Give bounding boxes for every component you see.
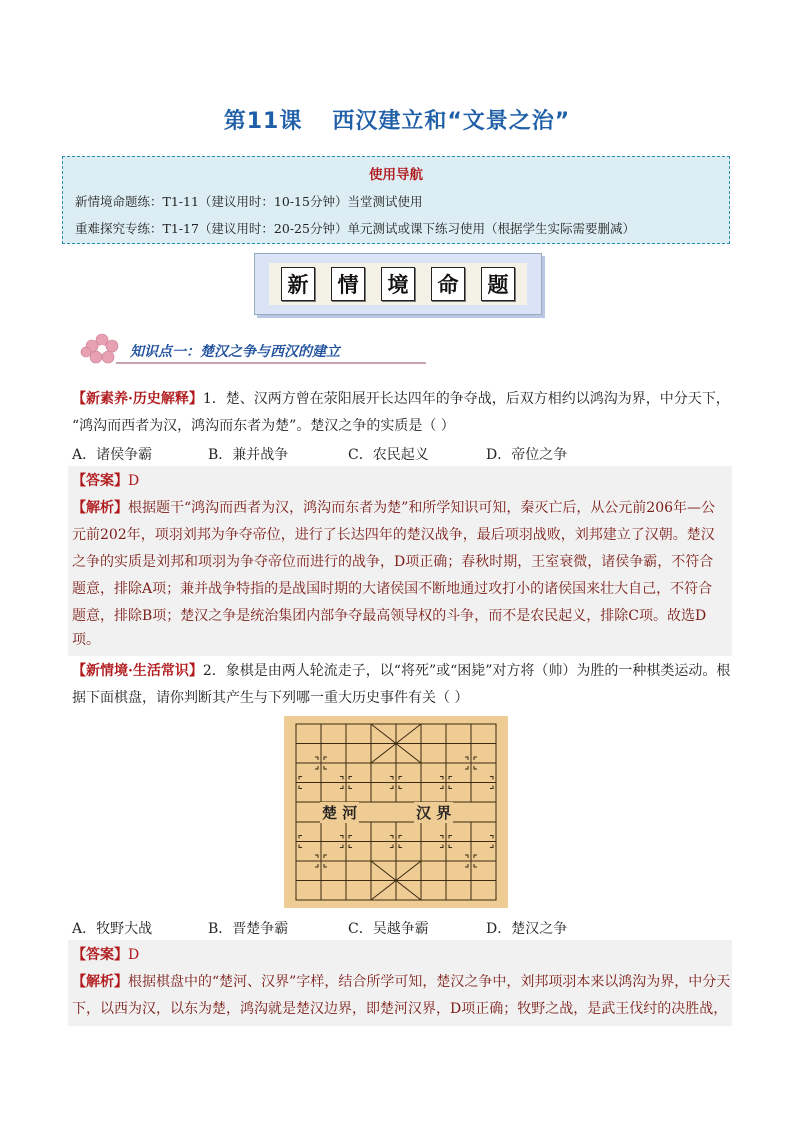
river-label-han: 汉 界: [416, 804, 452, 822]
xiangqi-board-figure: [284, 716, 508, 908]
q1-analysis-line: [72, 497, 715, 517]
page-title: [0, 104, 794, 135]
q2-option-b: B．晋楚争霸: [208, 921, 289, 937]
q1-option-d: D．帝位之争: [486, 447, 568, 463]
q1-answer-tag: 【答案】: [72, 473, 128, 489]
banner-char: 境: [381, 267, 415, 301]
q1-analysis-line: 之争的实质是刘邦和项羽为争夺帝位而进行的战争，D项正确；春秋时期，王室衰微，诸侯争霸，不符合: [72, 554, 714, 570]
q2-analysis-text: 根据棋盘中的“楚河、汉界”字样，结合所学可知，楚汉之争中，刘邦项羽本来以鸿沟为界，中分天: [128, 974, 731, 990]
question-2-text-b: 据下面棋盘，请你判断其产生与下列哪一重大历史事件有关（ ）: [72, 690, 469, 706]
q1-option-b: B．兼并战争: [208, 447, 289, 463]
usage-navigation-box: [62, 156, 730, 244]
knowledge-point-header: [76, 332, 436, 368]
river-label-chu: 楚 河: [322, 804, 358, 822]
q2-option-d: D．楚汉之争: [486, 921, 568, 937]
usage-line-difficult: 重难探究专练：T1-17（建议用时：20-25分钟）单元测试或课下练习使用（根据学生实际需要删减）: [75, 221, 635, 236]
question-1-text-a: 1．楚、汉两方曾在荥阳展开长达四年的争夺战，后双方相约以鸿沟为界，中分天下，: [202, 391, 730, 407]
q2-answer-value: D: [128, 947, 140, 963]
q2-option-c: C．吴越争霸: [348, 921, 429, 937]
q2-option-a: A．牧野大战: [72, 921, 153, 937]
section-banner: [254, 253, 542, 315]
q1-analysis-text: 根据题干“鸿沟而西者为汉，鸿沟而东者为楚”和所学知识可知，秦灭亡后，从公元前206年—公: [128, 500, 716, 516]
q1-analysis-line: 元前202年，项羽刘邦为争夺帝位，进行了长达四年的楚汉战争，最后项羽战败，刘邦建立了汉朝。楚汉: [72, 527, 715, 543]
section-banner-inner: [269, 263, 527, 305]
question-1-answer-box: [68, 466, 732, 656]
banner-char: 命: [431, 267, 465, 301]
banner-char: 题: [481, 267, 515, 301]
q2-analysis-tag: 【解析】: [72, 974, 128, 990]
knowledge-point-underline: [116, 362, 426, 364]
q1-answer-line: [72, 470, 139, 490]
question-2-tag: 【新情境·生活常识】: [72, 663, 203, 679]
question-1-stem: [72, 386, 732, 440]
knowledge-point-label: 知识点一：楚汉之争与西汉的建立: [130, 344, 340, 360]
q1-analysis-line: 题意，排除B项；楚汉之争是统治集团内部争夺最高领导权的斗争，而不是农民起义，排除C项。故选D: [72, 608, 707, 624]
lesson-number: 第11课: [223, 109, 303, 134]
q1-analysis-line: 项。: [72, 632, 100, 648]
q1-option-a: A．诸侯争霸: [72, 447, 153, 463]
q1-analysis-line: 题意，排除A项；兼并战争特指的是战国时期的大诸侯国不断地通过攻打小的诸侯国来壮大自己，不符合: [72, 581, 713, 597]
q2-analysis-line: [72, 971, 730, 991]
lesson-topic: 西汉建立和“文景之治”: [332, 109, 571, 134]
question-2-text-a: 2．象棋是由两人轮流走子，以“将死”或“困毙”对方将（帅）为胜的一种棋类运动。根: [202, 663, 731, 679]
banner-char: 情: [331, 267, 365, 301]
question-2-stem: [72, 658, 732, 712]
q2-answer-line: [72, 944, 139, 964]
banner-char: 新: [281, 267, 315, 301]
q2-answer-tag: 【答案】: [72, 947, 128, 963]
question-1-text-b: “鸿沟而西者为汉，鸿沟而东者为楚”。楚汉之争的实质是（ ）: [72, 418, 455, 434]
q1-answer-value: D: [128, 473, 140, 489]
q1-option-c: C．农民起义: [348, 447, 429, 463]
q2-analysis-line: 下，以西为汉，以东为楚，鸿沟就是楚汉边界，即楚河汉界，D项正确；牧野之战，是武王伐纣的决胜战，: [72, 1001, 728, 1017]
xiangqi-board-grid: [284, 716, 508, 908]
question-2-answer-box: [68, 940, 732, 1026]
usage-line-new-context: 新情境命题练：T1-11（建议用时：10-15分钟）当堂测试使用: [75, 194, 423, 209]
question-1-tag: 【新素养·历史解释】: [72, 391, 203, 407]
q1-analysis-tag: 【解析】: [72, 500, 128, 516]
usage-navigation-heading: 使用导航: [369, 167, 423, 183]
